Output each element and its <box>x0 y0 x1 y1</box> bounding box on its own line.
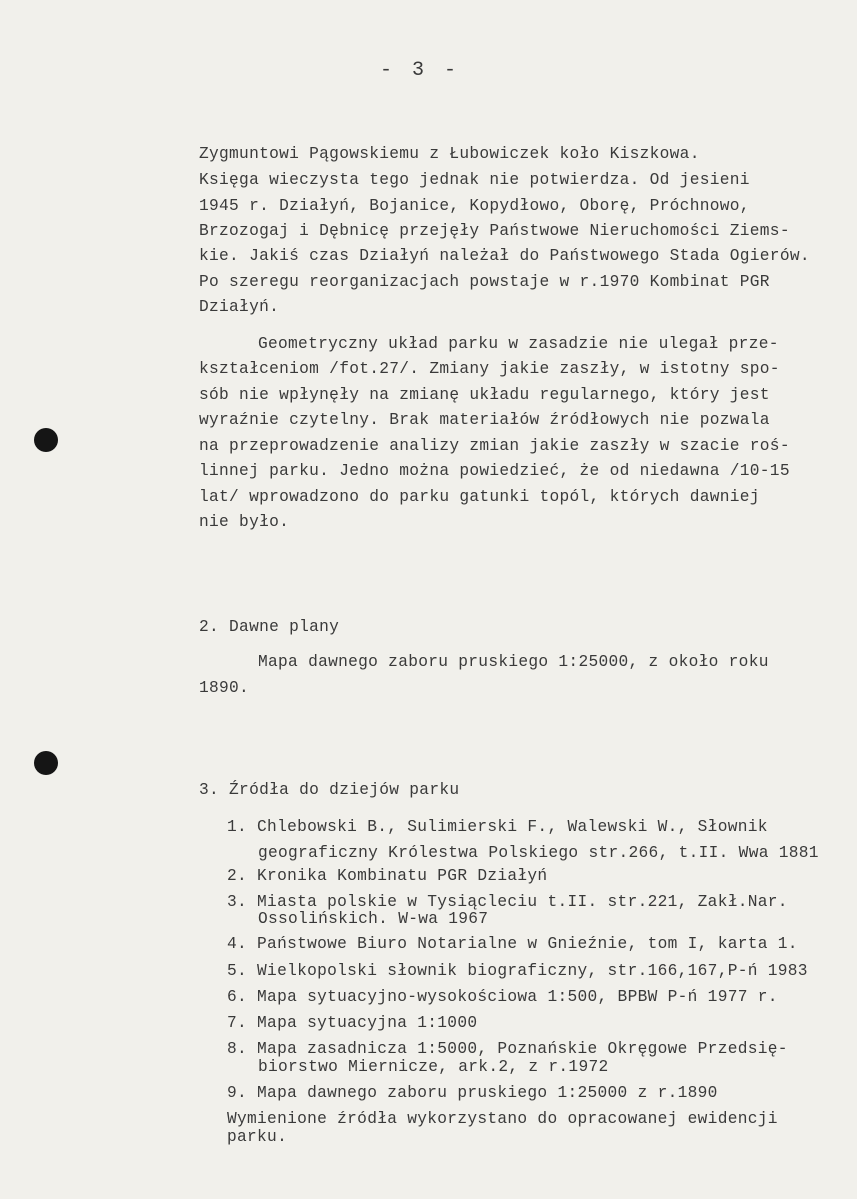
text-line: parku. <box>227 1128 288 1146</box>
text-line: Mapa dawnego zaboru pruskiego 1:25000, z około roku <box>258 653 769 671</box>
source-item: geograficzny Królestwa Polskiego str.266, t.II. Wwa 1881 <box>258 844 819 862</box>
text-line: Wymienione źródła wykorzystano do opracowanej ewidencji <box>227 1110 778 1128</box>
source-item: Ossolińskich. W-wa 1967 <box>258 910 489 928</box>
text-line: linnej parku. Jedno można powiedzieć, że od niedawna /10-15 <box>199 462 790 480</box>
punch-hole <box>34 751 58 775</box>
source-item: biorstwo Miernicze, ark.2, z r.1972 <box>258 1058 609 1076</box>
text-line: 1945 r. Działyń, Bojanice, Kopydłowo, Oborę, Próchnowo, <box>199 197 750 215</box>
text-line: na przeprowadzenie analizy zmian jakie zaszły w szacie roś- <box>199 437 790 455</box>
text-line: 1890. <box>199 679 250 697</box>
section-heading-sources: 3. Źródła do dziejów parku <box>199 781 460 799</box>
text-line: kształceniom /fot.27/. Zmiany jakie zaszły, w istotny spo- <box>199 360 780 378</box>
source-item: 9. Mapa dawnego zaboru pruskiego 1:25000 z r.1890 <box>227 1084 718 1102</box>
text-line: Geometryczny układ parku w zasadzie nie ulegał prze- <box>258 335 779 353</box>
source-item: 6. Mapa sytuacyjno-wysokościowa 1:500, BPBW P-ń 1977 r. <box>227 988 778 1006</box>
text-line: Zygmuntowi Pągowskiemu z Łubowiczek koło Kiszkowa. <box>199 145 700 163</box>
page-number: - 3 - <box>380 59 461 82</box>
source-item: 7. Mapa sytuacyjna 1:1000 <box>227 1014 478 1032</box>
text-line: lat/ wprowadzono do parku gatunki topól, których dawniej <box>199 488 760 506</box>
text-line: Brzozogaj i Dębnicę przejęły Państwowe Nieruchomości Ziems- <box>199 222 790 240</box>
source-item: 1. Chlebowski B., Sulimierski F., Walewski W., Słownik <box>227 818 768 836</box>
text-line: Księga wieczysta tego jednak nie potwierdza. Od jesieni <box>199 171 750 189</box>
text-line: wyraźnie czytelny. Brak materiałów źródłowych nie pozwala <box>199 411 770 429</box>
source-item: 4. Państwowe Biuro Notarialne w Gnieźnie, tom I, karta 1. <box>227 935 798 953</box>
text-line: sób nie wpłynęły na zmianę układu regularnego, który jest <box>199 386 770 404</box>
text-line: kie. Jakiś czas Działyń należał do Państwowego Stada Ogierów. <box>199 247 810 265</box>
text-line: nie było. <box>199 513 290 531</box>
text-line: Po szeregu reorganizacjach powstaje w r.1970 Kombinat PGR <box>199 273 770 291</box>
source-item: 3. Miasta polskie w Tysiącleciu t.II. str.221, Zakł.Nar. <box>227 893 788 911</box>
source-item: 5. Wielkopolski słownik biograficzny, str.166,167,P-ń 1983 <box>227 962 808 980</box>
source-item: 8. Mapa zasadnicza 1:5000, Poznańskie Okręgowe Przedsię- <box>227 1040 788 1058</box>
section-heading-old-plans: 2. Dawne plany <box>199 618 340 636</box>
source-item: 2. Kronika Kombinatu PGR Działyń <box>227 867 548 885</box>
text-line: Działyń. <box>199 298 280 316</box>
punch-hole <box>34 428 58 452</box>
